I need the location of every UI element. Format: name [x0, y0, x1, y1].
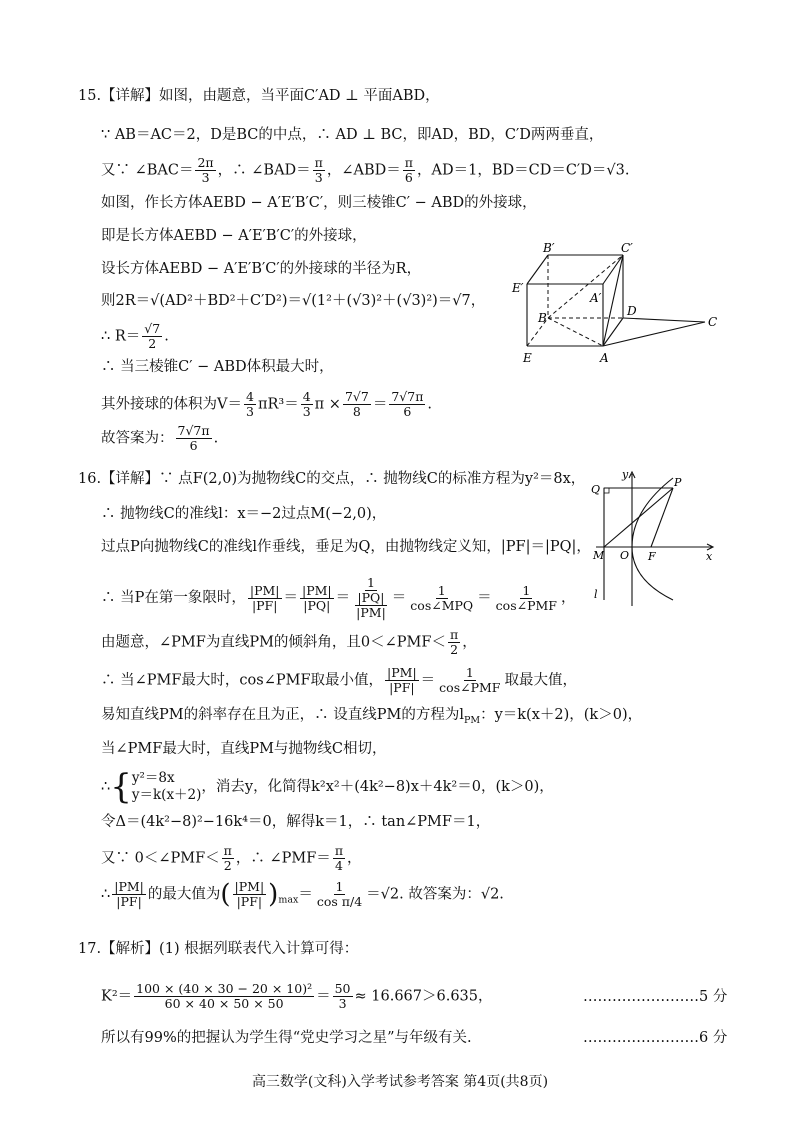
fig1-label-e: E: [523, 351, 532, 365]
score-6: ……………………6 分: [583, 1030, 728, 1046]
fig2-label-x: x: [706, 550, 713, 563]
fig1-label-e1: E′: [512, 281, 524, 295]
fig1-label-d: D: [627, 304, 637, 318]
p15-line-3: 又∵ ∠BAC＝ $\frac{2\pi}{3}$ ，∴ ∠BAD＝ $\frac{\pi}{3}$ ，∠ABD＝ $\frac{\pi}{6}$ ，AD＝1，BD＝CD＝C′D＝√3.: [101, 155, 630, 185]
fig2-label-f: F: [648, 550, 656, 563]
p15-line-8: ∴ R＝ $\frac{√7}{2}$ .: [101, 321, 169, 351]
p15-line-7: 则2R＝√(AD²＋BD²＋C′D²)＝√(1²＋(√3)²＋(√3)²)＝√7，: [101, 293, 486, 309]
p16-line-10: 令Δ＝(4k²−8)²−16k⁴＝0，解得k＝1，∴ tan∠PMF＝1，: [101, 814, 491, 830]
p17-line-3: 所以有99%的把握认为学生得“党史学习之星”与年级有关.: [101, 1030, 472, 1046]
fig1-label-a: A: [600, 351, 609, 365]
p16-line-5: 由题意，∠PMF为直线PM的倾斜角，且0＜∠PMF＜ $\frac{\pi}{2}$ ，: [101, 627, 477, 657]
fig2-label-p: P: [674, 476, 682, 489]
fig2-label-y: y: [622, 468, 629, 481]
p16-line-2: ∴ 抛物线C的准线l：x＝−2过点M(−2,0)，: [101, 506, 387, 522]
p16-line-8: 当∠PMF最大时，直线PM与抛物线C相切，: [101, 741, 387, 757]
fig1-label-b1: B′: [543, 241, 555, 255]
fig1-label-c1: C′: [621, 241, 633, 255]
p16-line-4: ∴ 当P在第一象限时， $\frac{|PM|}{|PF|}$ ＝ $\frac{|PM|}{|PQ|}$ ＝ $\frac{1}{\frac{|PQ|}{|PM|}}$ ＝ $\frac{1}{\text{cos∠MPQ}}$ ＝ $\frac{1}{\text{cos∠PMF}}$ ，: [101, 575, 576, 620]
p16-line-1: 16.【详解】∵ 点F(2,0)为抛物线C的交点，∴ 抛物线C的标准方程为y²＝8x，: [78, 471, 586, 487]
p16-line-12: ∴ $\frac{|PM|}{|PF|}$ 的最大值为( $\frac{|PM|}{|PF|}$ )$_{max}=$ $\frac{1}{\text{cos π/4}}$ ＝√2. 故答案为：√2.: [101, 879, 504, 910]
fig2-label-q: Q: [591, 483, 601, 496]
p15-line-2: ∵ AB＝AC＝2，D是BC的中点，∴ AD ⊥ BC，即AD，BD，C′D两两垂直，: [101, 127, 604, 143]
score-5: ……………………5 分: [583, 989, 728, 1005]
p15-line-6: 设长方体AEBD − A′E′B′C′的外接球的半径为R，: [101, 261, 422, 277]
p15-line-5: 即是长方体AEBD − A′E′B′C′的外接球，: [101, 228, 367, 244]
fig1-label-b: B: [538, 311, 547, 325]
fig1-label-a1: A′: [590, 291, 602, 305]
p16-line-7: 易知直线PM的斜率存在且为正，∴ 设直线PM的方程为$l_{PM}$：y＝k(x＋2)，(k＞0)，: [101, 707, 643, 726]
parabola-figure: [588, 468, 728, 608]
p16-line-6: ∴ 当∠PMF最大时，cos∠PMF取最小值， $\frac{|PM|}{|PF|}$ ＝ $\frac{1}{\text{cos∠PMF}}$ 取最大值，: [101, 665, 577, 695]
fig2-label-o: O: [620, 549, 630, 562]
fig2-label-l: l: [594, 588, 598, 601]
p15-line-11: 故答案为： $\frac{7√7\pi}{6}$ .: [101, 423, 219, 453]
p15-line-9: ∴ 当三棱锥C′ − ABD体积最大时，: [101, 359, 334, 375]
p16-line-11: 又∵ 0＜∠PMF＜ $\frac{\pi}{2}$ ，∴ ∠PMF＝ $\frac{\pi}{4}$ ，: [101, 843, 362, 873]
fig1-label-c: C: [708, 315, 718, 329]
p16-line-9: ∴ { y²＝8x y＝k(x＋2) ，消去y，化简得k²x²＋(4k²−8)x＋4k²＝0，(k＞0)，: [101, 767, 554, 807]
p15-line-4: 如图，作长方体AEBD − A′E′B′C′，则三棱锥C′ − ABD的外接球，: [101, 195, 537, 211]
fig2-label-m: M: [593, 549, 605, 562]
p17-line-1: 17.【解析】(1) 根据列联表代入计算可得：: [78, 941, 359, 957]
p17-k-formula: K²＝ $\frac{\text{100 × (40 × 30 − 20 × 10)²}}{60 \times 40 \times 50 \times 50}$ ＝ $\frac{50}{3}$ ≈ 16.667＞6.635，: [101, 981, 493, 1011]
page-footer: 高三数学(文科)入学考试参考答案 第4页(共8页): [251, 1074, 549, 1090]
p15-line-10: 其外接球的体积为V＝ $\frac{4}{3}$ πR³＝ $\frac{4}{3}$ π × $\frac{7√7}{8}$ ＝ $\frac{7√7\pi}{6}$ .: [101, 389, 433, 419]
p15-line-1: 15.【详解】如图，由题意，当平面C′AD ⊥ 平面ABD，: [78, 88, 440, 104]
cuboid-figure: [505, 240, 735, 370]
p16-line-3: 过点P向抛物线C的准线l作垂线，垂足为Q，由抛物线定义知，|PF|＝|PQ|，: [101, 539, 591, 555]
